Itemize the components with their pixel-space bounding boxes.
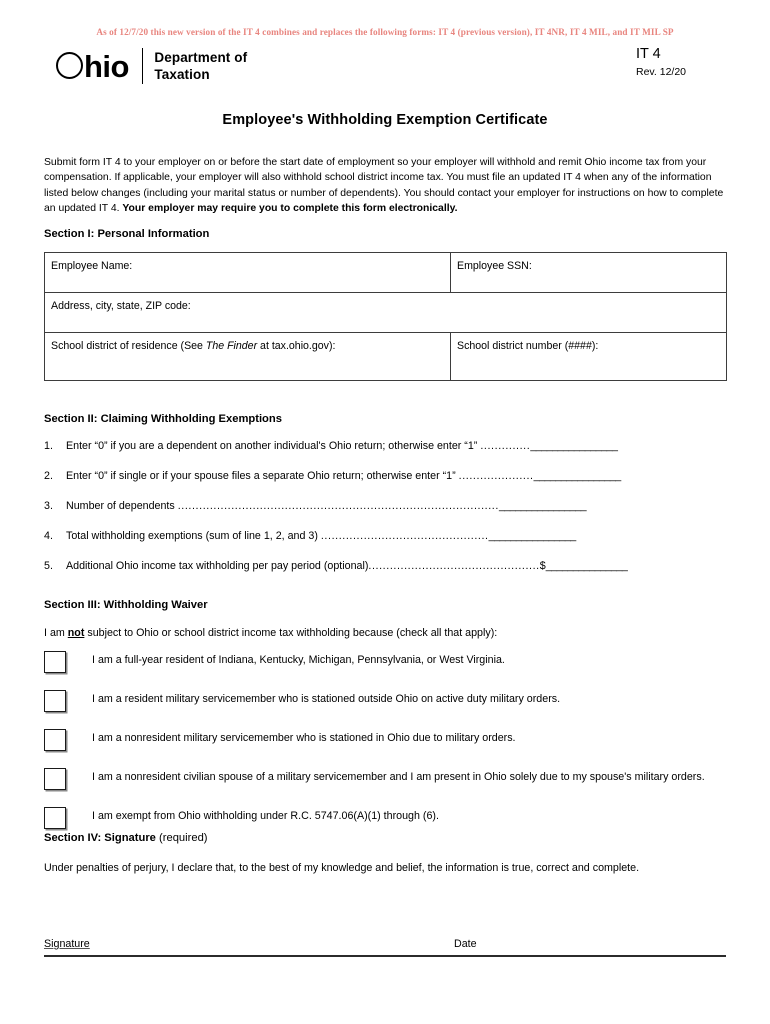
answer-blank[interactable]: ________________ <box>533 470 621 482</box>
school-district-label: School district of residence (See The Finder at tax.ohio.gov): <box>51 340 336 352</box>
ohio-department-logo <box>56 48 247 84</box>
exemption-line[interactable] <box>44 560 728 590</box>
waiver-checkbox-5[interactable] <box>44 807 66 829</box>
employee-name-label: Employee Name: <box>51 260 133 272</box>
list-item[interactable] <box>44 650 728 678</box>
exemption-line[interactable] <box>44 500 728 530</box>
waiver-checkbox-2[interactable] <box>44 690 66 712</box>
address-label: Address, city, state, ZIP code: <box>51 300 191 312</box>
ohio-o-circle-icon <box>56 52 83 79</box>
address-cell[interactable] <box>45 293 727 333</box>
table-row <box>45 293 727 333</box>
section-2-heading: Section II: Claiming Withholding Exemptions <box>44 413 282 425</box>
waiver-label-1: I am a full-year resident of Indiana, Kentucky, Michigan, Pennsylvania, or West Virginia. <box>92 654 505 666</box>
ohio-wordmark-text: hio <box>84 49 129 84</box>
the-finder-italic: The Finder <box>205 340 258 352</box>
exemption-line[interactable] <box>44 470 728 500</box>
waiver-label-2: I am a resident military servicemember who is stationed outside Ohio on active duty military orders. <box>92 693 561 705</box>
answer-blank[interactable]: ________________ <box>530 440 618 452</box>
waiver-checkbox-4[interactable] <box>44 768 66 790</box>
waiver-label-3: I am a nonresident military servicemember who is stationed in Ohio due to military orders. <box>92 732 516 744</box>
ohio-wordmark <box>56 50 129 82</box>
line-number: 1. <box>44 440 53 452</box>
leader-dots: ................................................ <box>368 560 540 572</box>
exemption-line[interactable] <box>44 440 728 470</box>
list-item[interactable] <box>44 806 728 834</box>
logo-divider <box>142 48 143 84</box>
waiver-label-4: I am a nonresident civilian spouse of a military servicemember and I am present in Ohio solely due to my spouse's military orders. <box>92 771 705 783</box>
section-4-heading <box>44 832 208 844</box>
waiver-label-5: I am exempt from Ohio withholding under R.C. 5747.06(A)(1) through (6). <box>92 810 439 822</box>
list-item[interactable] <box>44 767 728 795</box>
answer-blank[interactable]: ________________ <box>498 500 587 512</box>
intro-paragraph <box>44 155 728 217</box>
list-item[interactable] <box>44 689 728 717</box>
line-number: 4. <box>44 530 53 542</box>
department-line-2: Taxation <box>154 67 210 82</box>
waiver-checklist <box>44 650 728 845</box>
date-label: Date <box>454 938 477 950</box>
intro-body: Submit form IT 4 to your employer on or before the start date of employment so your employer will withhold and remit Ohio income tax from your compensation. If applicable, your employer will also withhold school district income tax. You must file an updated IT 4 when any of the information listed below changes (including your marital status or number of dependents). You should contact your employer for instructions on how to complete an updated IT 4. <box>44 157 724 215</box>
school-district-number-cell[interactable] <box>451 333 727 381</box>
section-3-heading: Section III: Withholding Waiver <box>44 599 208 611</box>
section-1-heading: Section I: Personal Information <box>44 228 210 240</box>
list-item[interactable] <box>44 728 728 756</box>
school-district-number-label: School district number (####): <box>457 340 599 352</box>
revision-notice: As of 12/7/20 this new version of the IT 4 combines and replaces the following forms: IT 4 (previous version), IT 4NR, IT 4 MIL, and IT MIL SP <box>96 27 674 37</box>
page-title: Employee's Withholding Exemption Certificate <box>222 112 548 128</box>
table-row <box>45 333 727 381</box>
waiver-lead-pre: I am <box>44 627 68 639</box>
form-header <box>44 48 726 94</box>
employee-ssn-label: Employee SSN: <box>457 260 532 272</box>
form-identifier <box>636 45 726 79</box>
line-number: 3. <box>44 500 53 512</box>
employee-ssn-cell[interactable] <box>451 253 727 293</box>
waiver-checkbox-1[interactable] <box>44 651 66 673</box>
department-line-1: Department of <box>154 49 248 65</box>
personal-information-table <box>44 252 727 381</box>
perjury-statement: Under penalties of perjury, I declare that, to the best of my knowledge and belief, the information is true, correct and complete. <box>44 862 640 874</box>
table-row <box>45 253 727 293</box>
leader-dots: ..................... <box>458 470 534 482</box>
section-4-heading-bold: Section IV: Signature <box>44 832 156 844</box>
exemption-line[interactable] <box>44 530 728 560</box>
intro-bold-tail: Your employer may require you to complete this form electronically. <box>122 203 458 215</box>
leader-dots: ............................................... <box>320 530 489 542</box>
employee-name-cell[interactable] <box>45 253 451 293</box>
school-district-cell[interactable] <box>45 333 451 381</box>
section-4-heading-regular: (required) <box>155 832 208 844</box>
leader-dots: .......................................................................................... <box>177 500 499 512</box>
signature-label: Signature <box>44 938 90 950</box>
line-number: 5. <box>44 560 53 572</box>
leader-dots: .............. <box>480 440 531 452</box>
waiver-checkbox-3[interactable] <box>44 729 66 751</box>
line-text: Enter “0” if single or if your spouse files a separate Ohio return; otherwise enter “1” <box>66 470 459 482</box>
department-name <box>154 49 247 84</box>
answer-blank[interactable]: _______________ <box>545 560 628 572</box>
line-text: Total withholding exemptions (sum of line 1, 2, and 3) <box>66 530 321 542</box>
answer-blank[interactable]: ________________ <box>488 530 576 542</box>
signature-rule[interactable] <box>44 955 726 957</box>
exemption-lines <box>44 440 728 590</box>
waiver-lead-text <box>44 627 497 639</box>
waiver-lead-post: subject to Ohio or school district income tax withholding because (check all that apply): <box>84 627 498 639</box>
line-text: Additional Ohio income tax withholding per pay period (optional) <box>66 560 369 572</box>
form-revision: Rev. 12/20 <box>636 65 687 78</box>
waiver-not-emphasis: not <box>67 627 85 639</box>
line-text: Number of dependents <box>66 500 178 512</box>
form-number: IT 4 <box>636 46 661 62</box>
line-number: 2. <box>44 470 53 482</box>
line-prefix: $ <box>539 560 546 572</box>
line-text: Enter “0” if you are a dependent on another individual's Ohio return; otherwise enter “1” <box>66 440 481 452</box>
